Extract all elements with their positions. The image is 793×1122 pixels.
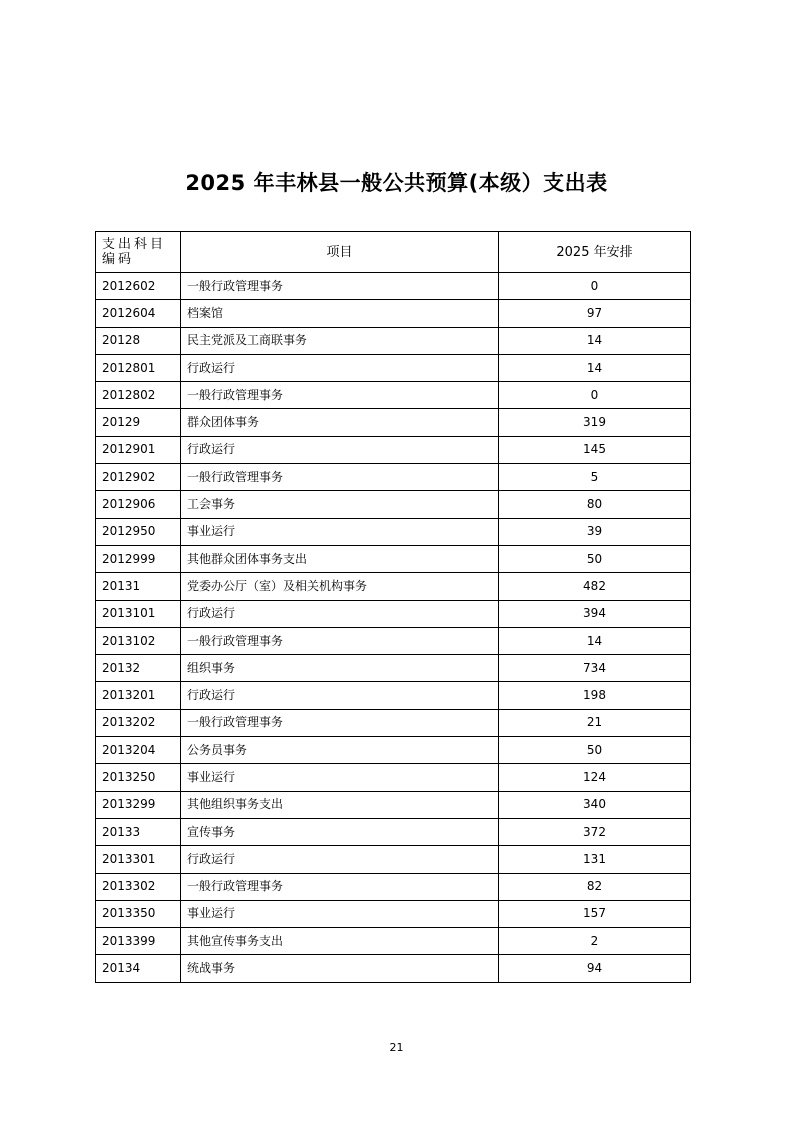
row-item-cell: 行政运行: [181, 846, 499, 873]
row-amount-cell: 124: [499, 764, 691, 791]
table-row: [96, 354, 691, 381]
row-item-cell: 行政运行: [181, 436, 499, 463]
row-code-cell: 2013399: [96, 928, 181, 955]
table-row: [96, 409, 691, 436]
row-code-cell: 2012802: [96, 382, 181, 409]
table-row: [96, 818, 691, 845]
row-amount-cell: 21: [499, 709, 691, 736]
row-item-cell: 工会事务: [181, 491, 499, 518]
row-code-cell: 20128: [96, 327, 181, 354]
budget-table: [95, 231, 691, 983]
table-row: [96, 764, 691, 791]
table-row: [96, 682, 691, 709]
row-item-cell: 统战事务: [181, 955, 499, 982]
table-row: [96, 327, 691, 354]
row-item-cell: 行政运行: [181, 682, 499, 709]
row-item-cell: 档案馆: [181, 300, 499, 327]
row-code-cell: 2013202: [96, 709, 181, 736]
table-row: [96, 873, 691, 900]
row-code-cell: 2013299: [96, 791, 181, 818]
page-number: 21: [389, 1041, 404, 1054]
row-code-cell: 2013350: [96, 900, 181, 927]
row-item-cell: 一般行政管理事务: [181, 464, 499, 491]
row-code-cell: 2013102: [96, 627, 181, 654]
row-amount-cell: 394: [499, 600, 691, 627]
row-amount-cell: 482: [499, 573, 691, 600]
header-amount: 2025 年安排: [499, 232, 691, 273]
row-code-cell: 2012604: [96, 300, 181, 327]
row-item-cell: 民主党派及工商联事务: [181, 327, 499, 354]
row-amount-cell: 39: [499, 518, 691, 545]
row-code-cell: 2012950: [96, 518, 181, 545]
row-code-cell: 2013101: [96, 600, 181, 627]
row-code-cell: 2013250: [96, 764, 181, 791]
row-item-cell: 事业运行: [181, 900, 499, 927]
row-amount-cell: 319: [499, 409, 691, 436]
row-amount-cell: 198: [499, 682, 691, 709]
table-row: [96, 300, 691, 327]
row-code-cell: 2012999: [96, 545, 181, 572]
table-row: [96, 709, 691, 736]
row-amount-cell: 80: [499, 491, 691, 518]
table-row: [96, 436, 691, 463]
row-code-cell: 20134: [96, 955, 181, 982]
row-amount-cell: 340: [499, 791, 691, 818]
row-amount-cell: 0: [499, 382, 691, 409]
table-row: [96, 737, 691, 764]
row-amount-cell: 131: [499, 846, 691, 873]
row-item-cell: 其他宣传事务支出: [181, 928, 499, 955]
row-code-cell: 20133: [96, 818, 181, 845]
row-code-cell: 2013301: [96, 846, 181, 873]
row-code-cell: 2013204: [96, 737, 181, 764]
table-row: [96, 518, 691, 545]
row-code-cell: 2012902: [96, 464, 181, 491]
header-item: 项目: [181, 232, 499, 273]
row-item-cell: 一般行政管理事务: [181, 709, 499, 736]
row-amount-cell: 14: [499, 354, 691, 381]
row-amount-cell: 97: [499, 300, 691, 327]
row-code-cell: 20131: [96, 573, 181, 600]
row-item-cell: 一般行政管理事务: [181, 273, 499, 300]
row-amount-cell: 157: [499, 900, 691, 927]
table-row: [96, 464, 691, 491]
row-amount-cell: 145: [499, 436, 691, 463]
table-row: [96, 900, 691, 927]
row-item-cell: 事业运行: [181, 518, 499, 545]
row-item-cell: 事业运行: [181, 764, 499, 791]
row-amount-cell: 82: [499, 873, 691, 900]
row-item-cell: 一般行政管理事务: [181, 382, 499, 409]
table-body: [96, 273, 691, 983]
row-code-cell: 2012801: [96, 354, 181, 381]
row-item-cell: 宣传事务: [181, 818, 499, 845]
row-code-cell: 20129: [96, 409, 181, 436]
row-amount-cell: 5: [499, 464, 691, 491]
row-item-cell: 行政运行: [181, 354, 499, 381]
row-item-cell: 党委办公厅（室）及相关机构事务: [181, 573, 499, 600]
row-code-cell: 2012602: [96, 273, 181, 300]
row-code-cell: 20132: [96, 655, 181, 682]
row-item-cell: 行政运行: [181, 600, 499, 627]
row-code-cell: 2013201: [96, 682, 181, 709]
row-item-cell: 公务员事务: [181, 737, 499, 764]
row-item-cell: 其他群众团体事务支出: [181, 545, 499, 572]
table-row: [96, 545, 691, 572]
table-row: [96, 928, 691, 955]
row-amount-cell: 50: [499, 545, 691, 572]
row-amount-cell: 50: [499, 737, 691, 764]
row-code-cell: 2012906: [96, 491, 181, 518]
table-row: [96, 655, 691, 682]
row-amount-cell: 372: [499, 818, 691, 845]
row-amount-cell: 2: [499, 928, 691, 955]
row-amount-cell: 734: [499, 655, 691, 682]
row-amount-cell: 14: [499, 327, 691, 354]
row-code-cell: 2012901: [96, 436, 181, 463]
row-amount-cell: 14: [499, 627, 691, 654]
table-row: [96, 382, 691, 409]
table-row: [96, 600, 691, 627]
table-row: [96, 955, 691, 982]
row-amount-cell: 0: [499, 273, 691, 300]
table-row: [96, 627, 691, 654]
row-item-cell: 一般行政管理事务: [181, 627, 499, 654]
table-row: [96, 791, 691, 818]
row-amount-cell: 94: [499, 955, 691, 982]
table-row: [96, 573, 691, 600]
table-row: [96, 491, 691, 518]
row-item-cell: 群众团体事务: [181, 409, 499, 436]
header-code: 支出科目编码: [96, 232, 181, 273]
row-item-cell: 一般行政管理事务: [181, 873, 499, 900]
row-code-cell: 2013302: [96, 873, 181, 900]
page-title: 2025 年丰林县一般公共预算(本级）支出表: [185, 171, 608, 195]
table-header-row: [96, 232, 691, 273]
row-item-cell: 其他组织事务支出: [181, 791, 499, 818]
table-row: [96, 846, 691, 873]
table-row: [96, 273, 691, 300]
row-item-cell: 组织事务: [181, 655, 499, 682]
